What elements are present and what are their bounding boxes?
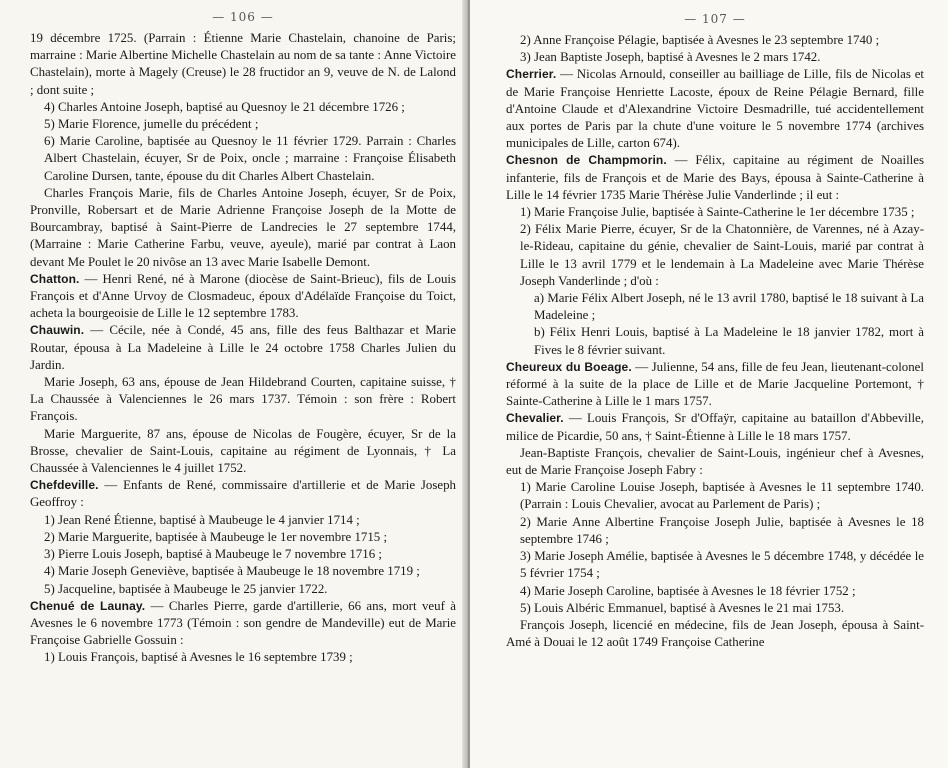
paragraph: 4) Marie Joseph Caroline, baptisée à Avesnes le 18 février 1752 ; [520, 583, 856, 598]
entry-name: Chevalier. [506, 411, 564, 426]
page-number: — 107 — [684, 12, 746, 26]
entry [30, 271, 456, 323]
paragraph: 1) Louis François, baptisé à Avesnes le 16 septembre 1739 ; [44, 650, 353, 665]
entry [506, 359, 924, 411]
paragraph: 2) Félix Marie Pierre, écuyer, Sr de la Chatonnière, de Varennes, né à Azay-le-Rideau, capitaine du génie, chevalier de Saint-Louis, marié par contrat à Lille le 13 avril 1779 et le lendemain à La Madeleine avec Marie Thérèse Joseph Vanderlinde ; d'où : [520, 222, 924, 288]
entry [30, 477, 456, 511]
entry-name: Cheureux du Boeage. [506, 359, 632, 374]
paragraph: Marie Marguerite, 87 ans, épouse de Nicolas de Fougère, écuyer, Sr de la Brosse, chevalier de Saint-Louis, capitaine au régiment de Lyonnais, † La Chaussée à Valenciennes le 4 juillet 1752. [30, 426, 456, 476]
paragraph: 1) Jean René Étienne, baptisé à Maubeuge le 4 janvier 1714 ; [44, 512, 360, 527]
paragraph: 19 décembre 1725. (Parrain : Étienne Marie Chastelain, chanoine de Paris; marraine : Marie Albertine Michelle Chastelain au nom de sa tante : Anne Victoire Chastelain), morte à Magely (Creuse) le 28 fructidor an 9, veuve de N. de Lalond ; dont suite ; [30, 31, 456, 97]
paragraph: 4) Marie Joseph Geneviève, baptisée à Maubeuge le 18 novembre 1719 ; [44, 564, 420, 579]
paragraph: Charles François Marie, fils de Charles Antoine Joseph, écuyer, Sr de Poix, Pronville, Robersart et de Marie Adrienne Françoise Joseph de la Motte de Bourcambray, baptisé à Saint-Pierre de Landrecies le 27 septembre 1744, (Marraine : Marie Catherine Farbu, veuve, ayeule), marié par contrat à Laon devant Me Poulet le 20 nivôse an 13 avec Marie Isabelle Demont. [30, 185, 456, 269]
entry-text: — Charles Pierre, garde d'artillerie, 66 ans, mort veuf à Avesnes le 6 novembre 1773 (Témoin : son gendre de Mandeville) eut de Marie Françoise Gabrielle Gossuin : [30, 598, 456, 648]
right-page [470, 0, 948, 768]
paragraph: 2) Marie Anne Albertine Françoise Joseph Julie, baptisée à Avesnes le 18 septembre 1746 ; [520, 514, 924, 546]
paragraph: Marie Joseph, 63 ans, épouse de Jean Hildebrand Courten, capitaine suisse, † La Chaussée à Valenciennes le 26 mars 1737. Témoin : son frère : Robert François. [30, 375, 456, 424]
entry-name: Chesnon de Champmorin. [506, 153, 667, 168]
entry-name: Cherrier. [506, 67, 557, 82]
entry-text: — Henri René, né à Marone (diocèse de Saint-Brieuc), fils de Louis François et d'Anne Urvoy de Closmadeuc, époux d'Adélaïde Françoise du Toict, acheta la bourgeoisie de Lille le 12 septembre 1783. [30, 271, 456, 321]
paragraph: 1) Marie Caroline Louise Joseph, baptisée à Avesnes le 11 septembre 1740. (Parrain : Louis Chevalier, avocat au Parlement de Paris) ; [520, 480, 924, 512]
paragraph: 2) Marie Marguerite, baptisée à Maubeuge le 1er novembre 1715 ; [44, 529, 388, 544]
paragraph: Jean-Baptiste François, chevalier de Saint-Louis, ingénieur chef à Avesnes, eut de Marie Françoise Joseph Fabry : [506, 445, 924, 478]
entry-text: — Julienne, 54 ans, fille de feu Jean, lieutenant-colonel réformé à la suite de la place de Lille et de Marie Jacqueline Portemont, † Sainte-Catherine à Lille le 1 mars 1757. [506, 359, 924, 409]
entry [506, 66, 924, 152]
entry-name: Chatton. [30, 271, 80, 286]
entry [506, 410, 924, 444]
entry-name: Chefdeville. [30, 478, 99, 493]
page-text [30, 30, 456, 667]
entry-text: — Nicolas Arnould, conseiller au bailliage de Lille, fils de Nicolas et de Marie Françoise Henriette Lacoste, époux de Reine Pélagie Bernard, fille d'Antoine Claude et d'Alexandrine Victoire Desmadrille, tué accidentellement aux portes de Paris par la chute d'une voiture le 5 novembre 1774 (archives municipales de Lille, carton 674). [506, 67, 924, 151]
paragraph: b) Félix Henri Louis, baptisé à La Madeleine le 18 janvier 1782, mort à Fives le 8 février suivant. [534, 325, 924, 357]
entry-text: — Enfants de René, commissaire d'artillerie et de Marie Joseph Geoffroy : [30, 478, 456, 510]
paragraph: 5) Marie Florence, jumelle du précédent ; [44, 117, 259, 132]
paragraph: a) Marie Félix Albert Joseph, né le 13 avril 1780, baptisé le 18 suivant à La Madeleine ; [534, 291, 924, 323]
entry [30, 322, 456, 374]
paragraph: François Joseph, licencié en médecine, fils de Jean Joseph, épousa à Saint-Amé à Douai le 12 août 1749 Françoise Catherine [506, 617, 924, 650]
entry [506, 152, 924, 204]
paragraph: 6) Marie Caroline, baptisée au Quesnoy le 11 février 1729. Parrain : Charles Albert Chastelain, écuyer, Sr de Poix, oncle ; marraine : Françoise Élisabeth Caroline Dursen, tante, épouse du dit Charles Albert Chastelain. [44, 134, 456, 183]
entry-text: — Cécile, née à Condé, 45 ans, fille des feus Balthazar et Marie Routar, épousa à La Madeleine à Lille le 24 octobre 1758 Charles Julien du Jardin. [30, 323, 456, 372]
entry-text: — Louis François, Sr d'Offaÿr, capitaine au bataillon d'Abbeville, milice de Picardie, 50 ans, † Saint-Étienne à Lille le 18 mars 1757. [506, 411, 924, 443]
paragraph: 4) Charles Antoine Joseph, baptisé au Quesnoy le 21 décembre 1726 ; [44, 99, 405, 114]
entry-name: Chauwin. [30, 323, 85, 338]
page-text [506, 32, 924, 651]
paragraph: 5) Jacqueline, baptisée à Maubeuge le 25 janvier 1722. [44, 581, 328, 596]
paragraph: 2) Anne Françoise Pélagie, baptisée à Avesnes le 23 septembre 1740 ; [520, 33, 880, 47]
paragraph: 5) Louis Albéric Emmanuel, baptisé à Avesnes le 21 mai 1753. [520, 600, 845, 615]
paragraph: 1) Marie Françoise Julie, baptisée à Sainte-Catherine le 1er décembre 1735 ; [520, 205, 915, 220]
entry-text: — Félix, capitaine au régiment de Noailles infanterie, fils de François et de Marie des Bays, épousa à Sainte-Catherine à Lille le 14 février 1735 Marie Thérèse Julie Vanderlinde ; il eut : [506, 153, 924, 202]
page-number: — 106 — [212, 10, 274, 24]
entry [30, 598, 456, 650]
paragraph: 3) Jean Baptiste Joseph, baptisé à Avesnes le 2 mars 1742. [520, 50, 821, 65]
paragraph: 3) Pierre Louis Joseph, baptisé à Maubeuge le 7 novembre 1716 ; [44, 547, 382, 562]
left-page [0, 0, 466, 768]
paragraph: 3) Marie Joseph Amélie, baptisée à Avesnes le 5 décembre 1748, y décédée le 5 février 1754 ; [520, 549, 924, 581]
entry-name: Chenué de Launay. [30, 598, 146, 613]
